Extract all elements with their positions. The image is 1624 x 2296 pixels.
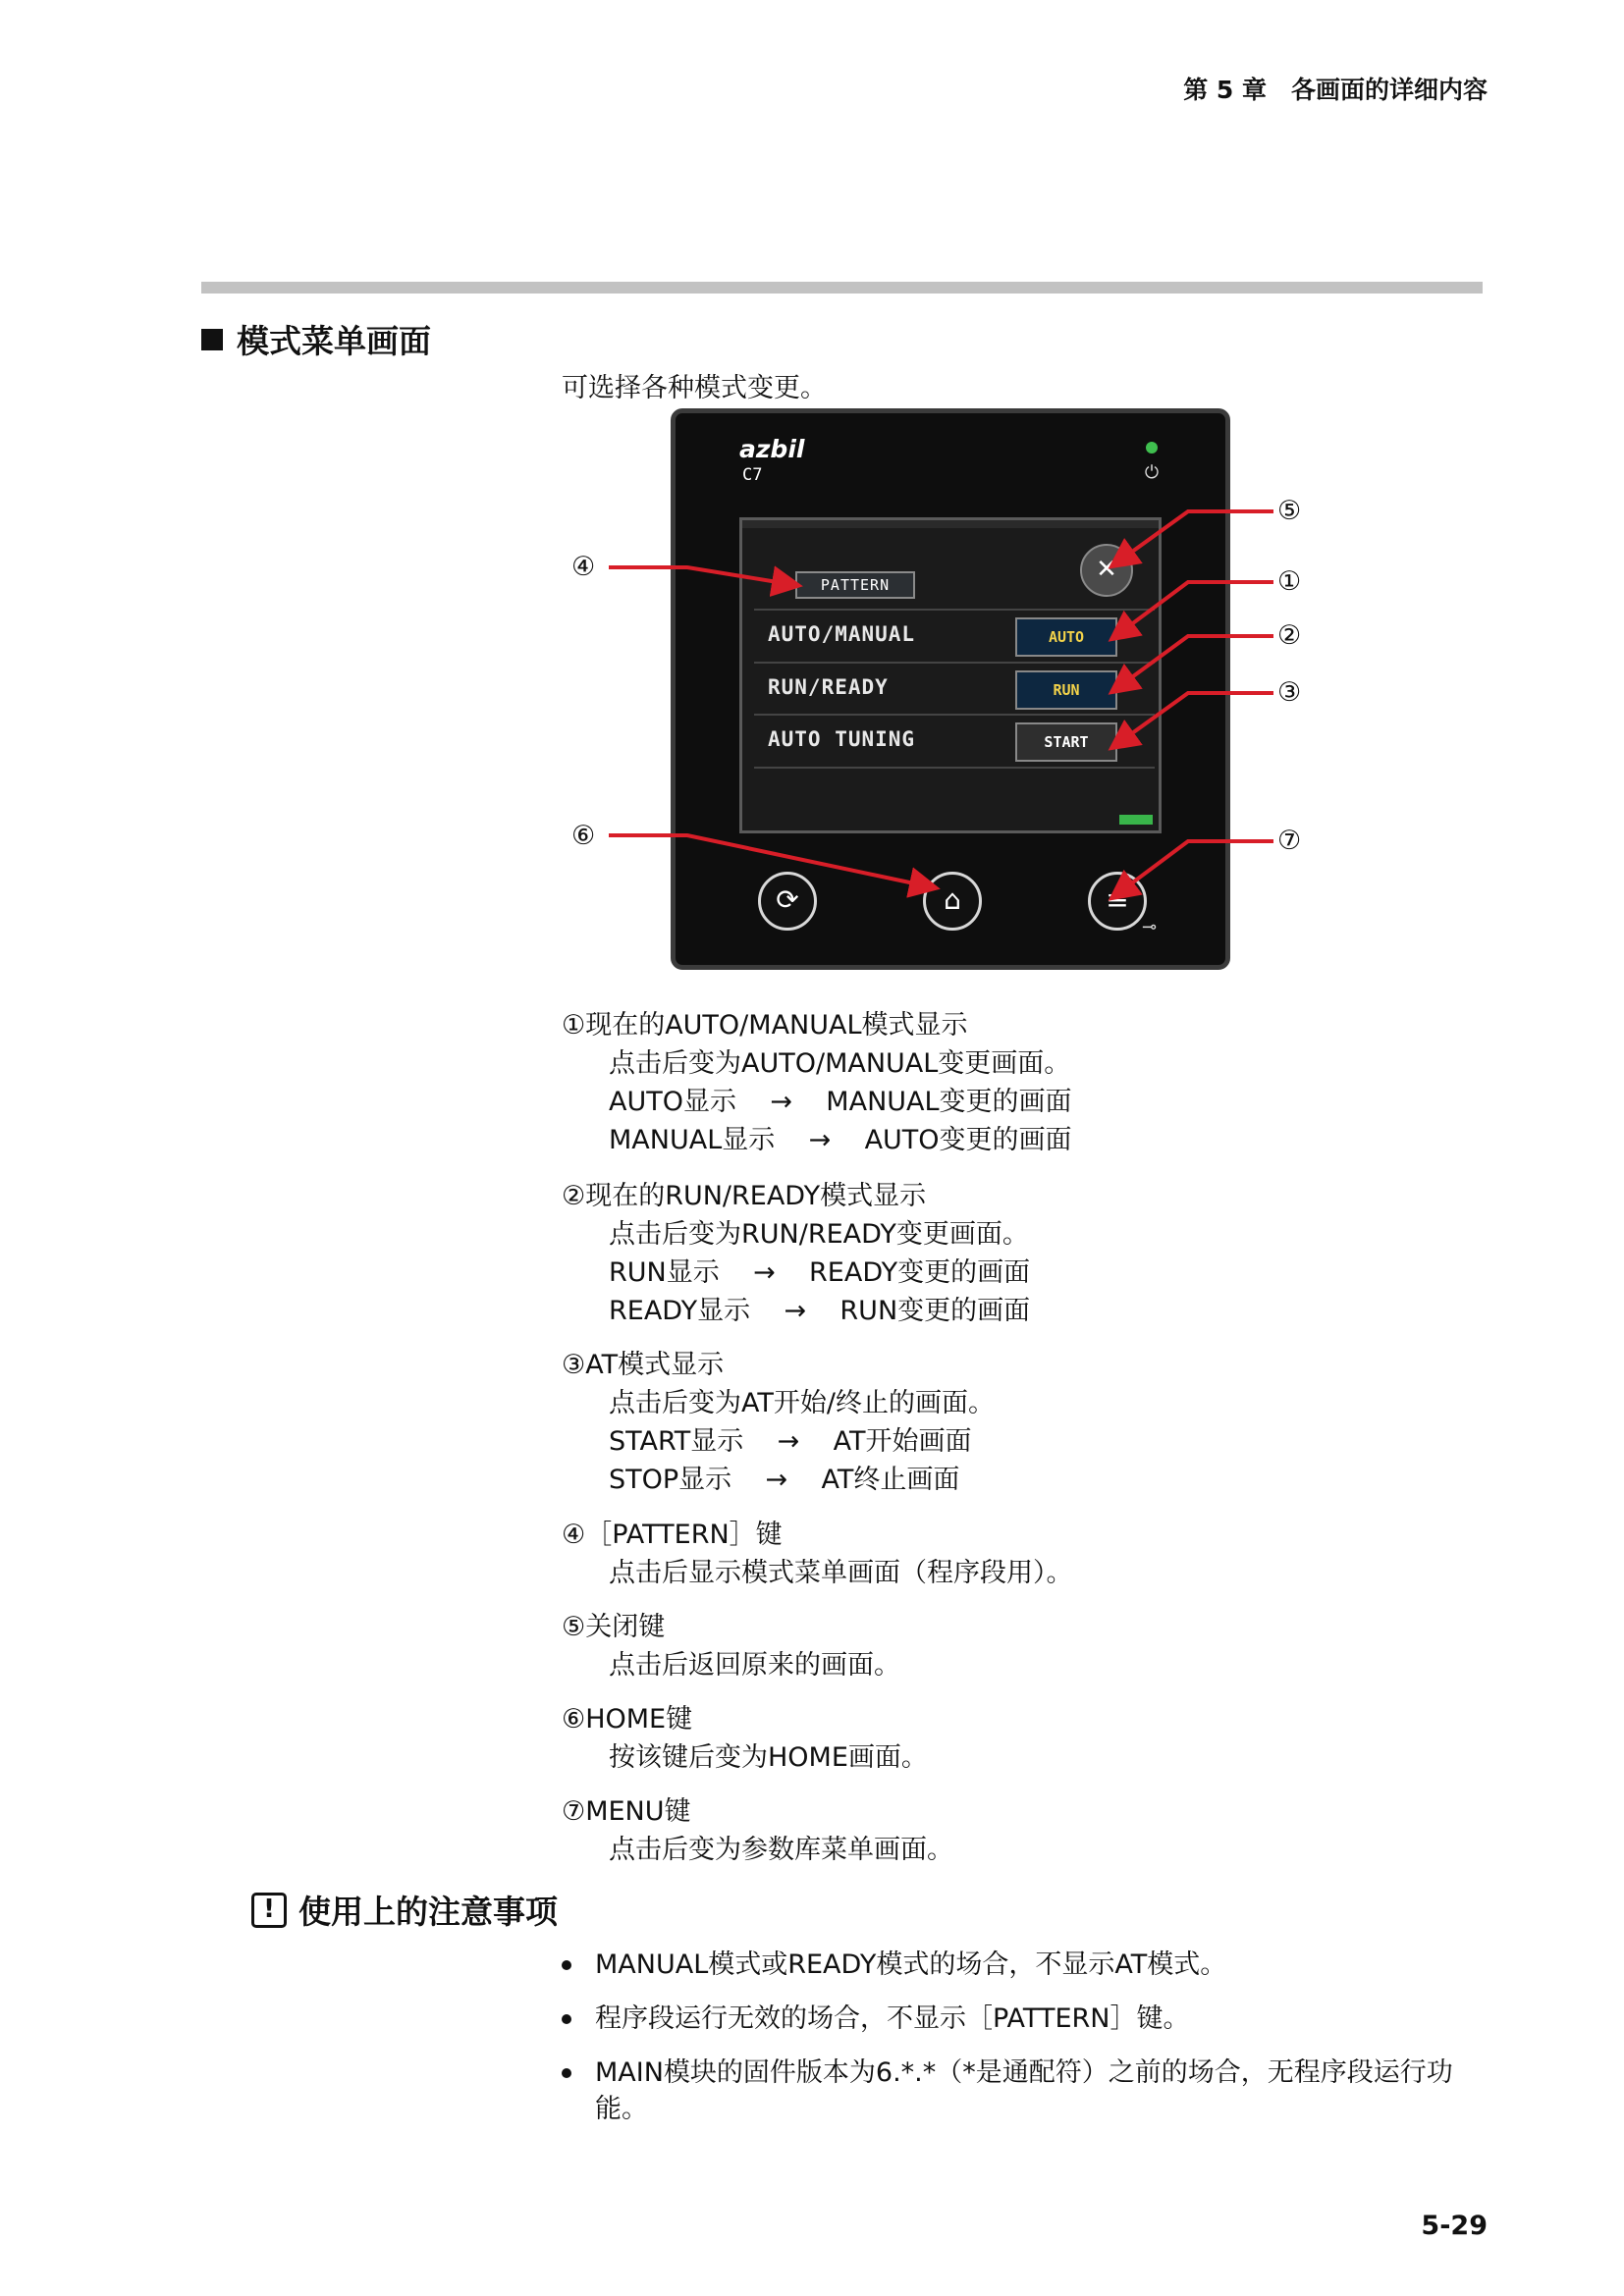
pattern-button[interactable]: PATTERN — [795, 571, 915, 599]
callout-line-3 — [1114, 693, 1273, 746]
auto-manual-label: AUTO/MANUAL — [768, 622, 916, 646]
caution-bullet: MANUAL模式或READY模式的场合，不显示AT模式。 — [562, 1947, 1445, 1983]
item-4 — [562, 1516, 1073, 1592]
item-6 — [562, 1700, 928, 1777]
key-icon: ⊸ — [1142, 917, 1158, 937]
item-5 — [562, 1608, 900, 1684]
run-ready-label: RUN/READY — [768, 675, 889, 699]
model-label: C7 — [742, 465, 763, 485]
item-heading: ④［PATTERN］键 — [562, 1520, 783, 1550]
item-text: 点击后变为参数库菜单画面。 — [609, 1835, 953, 1865]
menu-icon: ≡ — [1106, 883, 1129, 916]
item-pair: START显示 → AT开始画面 — [609, 1426, 972, 1457]
caution-heading — [251, 1887, 558, 1933]
home-icon: ⌂ — [944, 883, 961, 916]
item-pair: MANUAL显示 → AUTO变更的画面 — [609, 1125, 1072, 1155]
item-heading: ⑦MENU键 — [562, 1796, 691, 1827]
item-3 — [562, 1346, 995, 1499]
item-2 — [562, 1177, 1030, 1330]
callout-6: ⑥ — [571, 821, 596, 851]
item-7 — [562, 1792, 953, 1869]
callout-line-4 — [609, 567, 795, 585]
item-1 — [562, 1006, 1072, 1159]
callout-4: ④ — [571, 552, 596, 582]
item-text: 点击后变为AT开始/终止的画面。 — [609, 1388, 995, 1418]
auto-button[interactable]: AUTO — [1015, 617, 1117, 657]
power-icon: ⏻ — [1144, 462, 1160, 483]
item-text: 点击后变为RUN/READY变更画面。 — [609, 1219, 1029, 1250]
chapter-header: 第 5 章 各画面的详细内容 — [1183, 76, 1488, 104]
callout-7: ⑦ — [1277, 826, 1302, 856]
item-heading: ⑤关闭键 — [562, 1612, 666, 1642]
callout-line-6 — [609, 835, 933, 887]
brand-logo: azbil — [739, 435, 805, 463]
bullet-icon — [562, 2014, 571, 2024]
intro-text: 可选择各种模式变更。 — [562, 373, 827, 403]
callout-line-5 — [1114, 511, 1273, 564]
callout-line-7 — [1114, 841, 1273, 896]
item-heading: ①现在的AUTO/MANUAL模式显示 — [562, 1010, 968, 1041]
callout-5: ⑤ — [1277, 496, 1302, 526]
caution-title: 使用上的注意事项 — [298, 1893, 558, 1931]
bullet-icon — [562, 1960, 571, 1970]
item-text: 按该键后变为HOME画面。 — [609, 1742, 928, 1773]
item-text: 点击后显示模式菜单画面（程序段用）。 — [609, 1558, 1073, 1588]
callout-arrows — [0, 0, 1624, 982]
callout-line-1 — [1114, 582, 1273, 637]
page-number: 5-29 — [1421, 2211, 1488, 2241]
item-pair: RUN显示 → READY变更的画面 — [609, 1257, 1031, 1288]
refresh-icon: ⟳ — [776, 883, 799, 916]
callout-line-2 — [1114, 636, 1273, 690]
caution-bullet: 程序段运行无效的场合，不显示［PATTERN］键。 — [562, 2001, 1445, 2037]
item-heading: ②现在的RUN/READY模式显示 — [562, 1181, 927, 1211]
item-text: 点击后变为AUTO/MANUAL变更画面。 — [609, 1048, 1071, 1079]
item-heading: ③AT模式显示 — [562, 1350, 725, 1380]
item-pair: AUTO显示 → MANUAL变更的画面 — [609, 1087, 1072, 1117]
callout-1: ① — [1277, 566, 1302, 597]
callout-3: ③ — [1277, 677, 1302, 708]
caution-icon: ! — [251, 1893, 287, 1928]
section-title-text: 模式菜单画面 — [237, 322, 431, 360]
close-icon: ✕ — [1096, 555, 1117, 584]
item-pair: STOP显示 → AT终止画面 — [609, 1465, 960, 1495]
item-text: 点击后返回原来的画面。 — [609, 1650, 900, 1681]
item-heading: ⑥HOME键 — [562, 1704, 693, 1735]
run-button[interactable]: RUN — [1015, 670, 1117, 710]
item-pair: READY显示 → RUN变更的画面 — [609, 1296, 1031, 1326]
caution-bullet: MAIN模块的固件版本为6.*.*（*是通配符）之前的场合，无程序段运行功能。 — [562, 2055, 1487, 2127]
bullet-icon — [562, 2068, 571, 2078]
start-button[interactable]: START — [1015, 722, 1117, 762]
auto-tuning-label: AUTO TUNING — [768, 727, 916, 751]
callout-2: ② — [1277, 620, 1302, 651]
